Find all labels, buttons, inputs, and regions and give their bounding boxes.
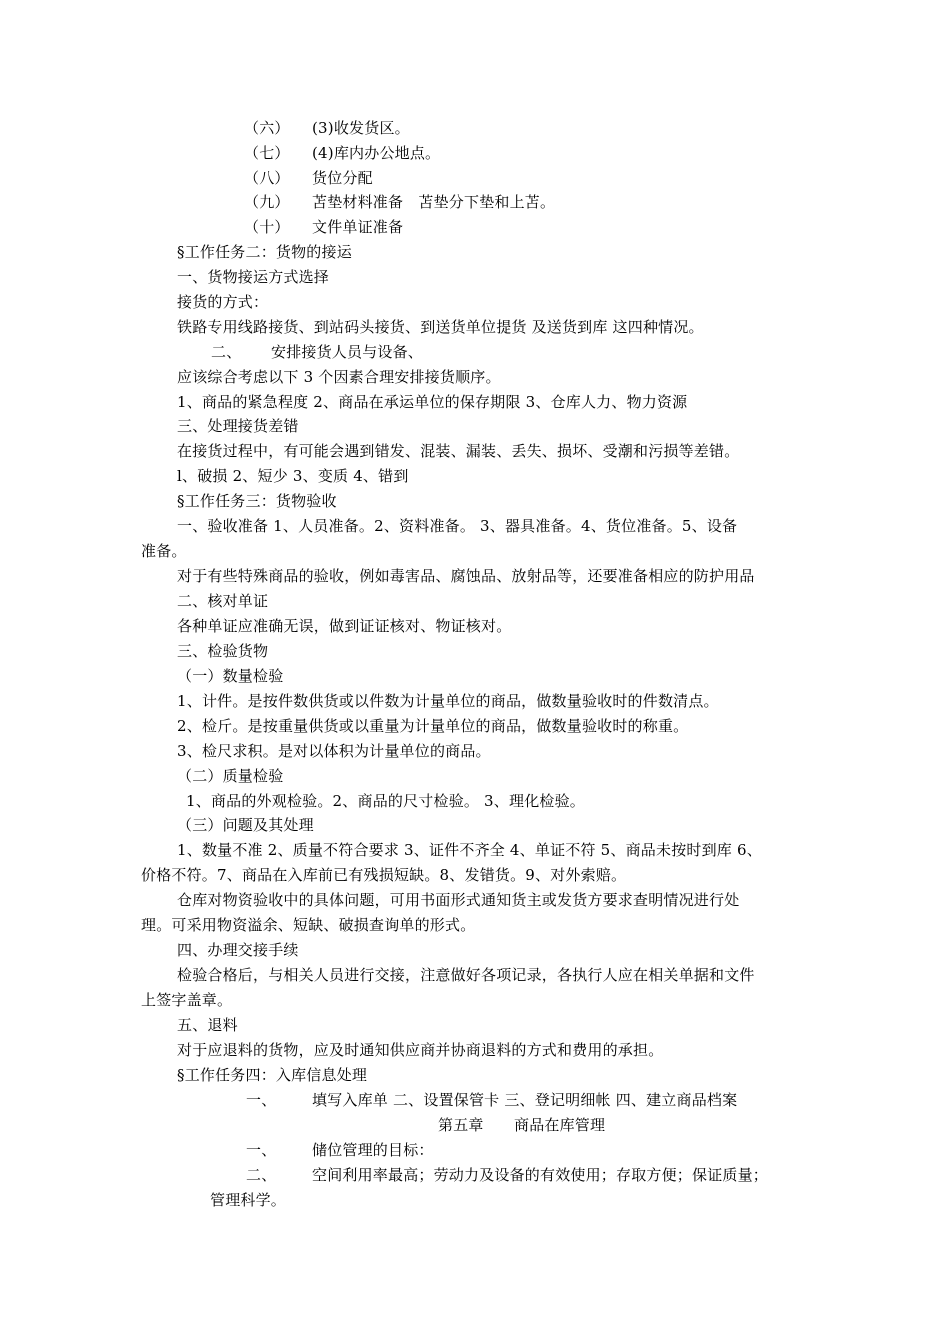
task2-s3-list: l、破损 2、短少 3、变质 4、错到 [177,467,409,485]
task4-item-line [246,1090,737,1110]
task3-qty-1: 1、计件。是按件数供货或以件数为计量单位的商品，做数量验收时的件数清点。 [177,692,719,710]
task3-qty-2: 2、检斤。是按重量供货或以重量为计量单位的商品，做数量验收时的称重。 [177,717,689,735]
task2-s2-text: 应该综合考虑以下 3 个因素合理安排接货顺序。 [177,368,501,386]
outline-text: (4)库内办公地点。 [312,144,441,162]
task3-s4-title: 四、办理交接手续 [177,941,299,959]
task4-heading: §工作任务四：入库信息处理 [177,1066,368,1084]
task3-s1-line2: 准备。 [141,542,187,560]
task3-prob-title: （三）问题及其处理 [177,816,314,834]
task2-s1-title: 一、货物接运方式选择 [177,268,330,286]
task3-s3-title: 三、检验货物 [177,642,269,660]
task3-prob-line2: 价格不符。7、商品在入库前已有残损短缺。8、发错货。9、对外索赔。 [141,866,627,884]
task3-prob-p2-line1: 仓库对物资验收中的具体问题，可用书面形式通知货主或发货方要求查明情况进行处 [177,891,740,909]
task2-s2-list: 1、商品的紧急程度 2、商品在承运单位的保存期限 3、仓库人力、物力资源 [177,393,688,411]
task2-s1-text: 铁路专用线路接货、到站码头接货、到送货单位提货 及送货到库 这四种情况。 [177,318,704,336]
outline-num: （十） [244,218,290,236]
outline-text: (3)收发货区。 [312,119,410,137]
chapter5-item-2 [246,1165,768,1185]
task2-s2-title-line [211,342,423,362]
task3-qual-text: 1、商品的外观检验。2、商品的尺寸检验。 3、理化检验。 [186,792,586,810]
task2-s3-text: 在接货过程中，有可能会遇到错发、混装、漏装、丢失、损坏、受潮和污损等差错。 [177,442,740,460]
task3-s1-line1: 一、验收准备 1、人员准备。2、资料准备。 3、器具准备。4、货位准备。5、设备 [177,517,738,535]
task3-s4-line2: 上签字盖章。 [141,991,233,1009]
task4-item-num: 一、 [246,1091,277,1109]
chapter5-item-2-text: 空间利用率最高；劳动力及设备的有效使用；存取方便；保证质量； [312,1166,769,1184]
task3-s4-line1: 检验合格后，与相关人员进行交接，注意做好各项记录，各执行人应在相关单据和文件 [177,966,755,984]
outline-item-7 [244,143,440,163]
chapter5-item-2-num: 二、 [246,1166,277,1184]
outline-item-6 [244,118,410,138]
chapter5-item-1 [246,1140,434,1160]
outline-item-10 [244,217,403,237]
task2-s3-title: 三、处理接货差错 [177,417,299,435]
task3-prob-p2-line2: 理。可采用物资溢余、短缺、破损查询单的形式。 [141,916,476,934]
outline-text: 苫垫材料准备 苫垫分下垫和上苫。 [312,193,556,211]
task3-heading: §工作任务三：货物验收 [177,492,337,510]
chapter5-item-2-cont: 管理科学。 [210,1191,287,1209]
task2-s2-title: 安排接货人员与设备、 [271,343,424,361]
outline-num: （七） [244,144,290,162]
task3-qty-3: 3、检尺求积。是对以体积为计量单位的商品。 [177,742,491,760]
outline-item-9 [244,192,555,212]
task3-s5-title: 五、退料 [177,1016,238,1034]
outline-num: （九） [244,193,290,211]
task3-qual-title: （二）质量检验 [177,767,284,785]
task2-s2-num: 二、 [211,343,242,361]
task3-s2-title: 二、核对单证 [177,592,269,610]
outline-num: （八） [244,169,290,187]
outline-num: （六） [244,119,290,137]
task3-s1-text: 对于有些特殊商品的验收，例如毒害品、腐蚀品、放射品等，还要准备相应的防护用品 [177,567,755,585]
task3-s2-text: 各种单证应准确无误，做到证证核对、物证核对。 [177,617,512,635]
outline-item-8 [244,168,373,188]
outline-text: 货位分配 [312,169,373,187]
chapter5-title: 第五章 商品在库管理 [438,1116,606,1134]
task4-item-text: 填写入库单 二、设置保管卡 三、登记明细帐 四、建立商品档案 [312,1091,738,1109]
task3-s5-text: 对于应退料的货物，应及时通知供应商并协商退料的方式和费用的承担。 [177,1041,664,1059]
outline-text: 文件单证准备 [312,218,404,236]
chapter5-item-1-text: 储位管理的目标： [312,1141,434,1159]
task2-s1-label: 接货的方式： [177,293,269,311]
chapter5-item-1-num: 一、 [246,1141,277,1159]
task3-prob-line1: 1、数量不准 2、质量不符合要求 3、证件不齐全 4、单证不符 5、商品未按时到库 6、 [177,841,762,859]
task3-qty-title: （一）数量检验 [177,667,284,685]
task2-heading: §工作任务二：货物的接运 [177,243,352,261]
